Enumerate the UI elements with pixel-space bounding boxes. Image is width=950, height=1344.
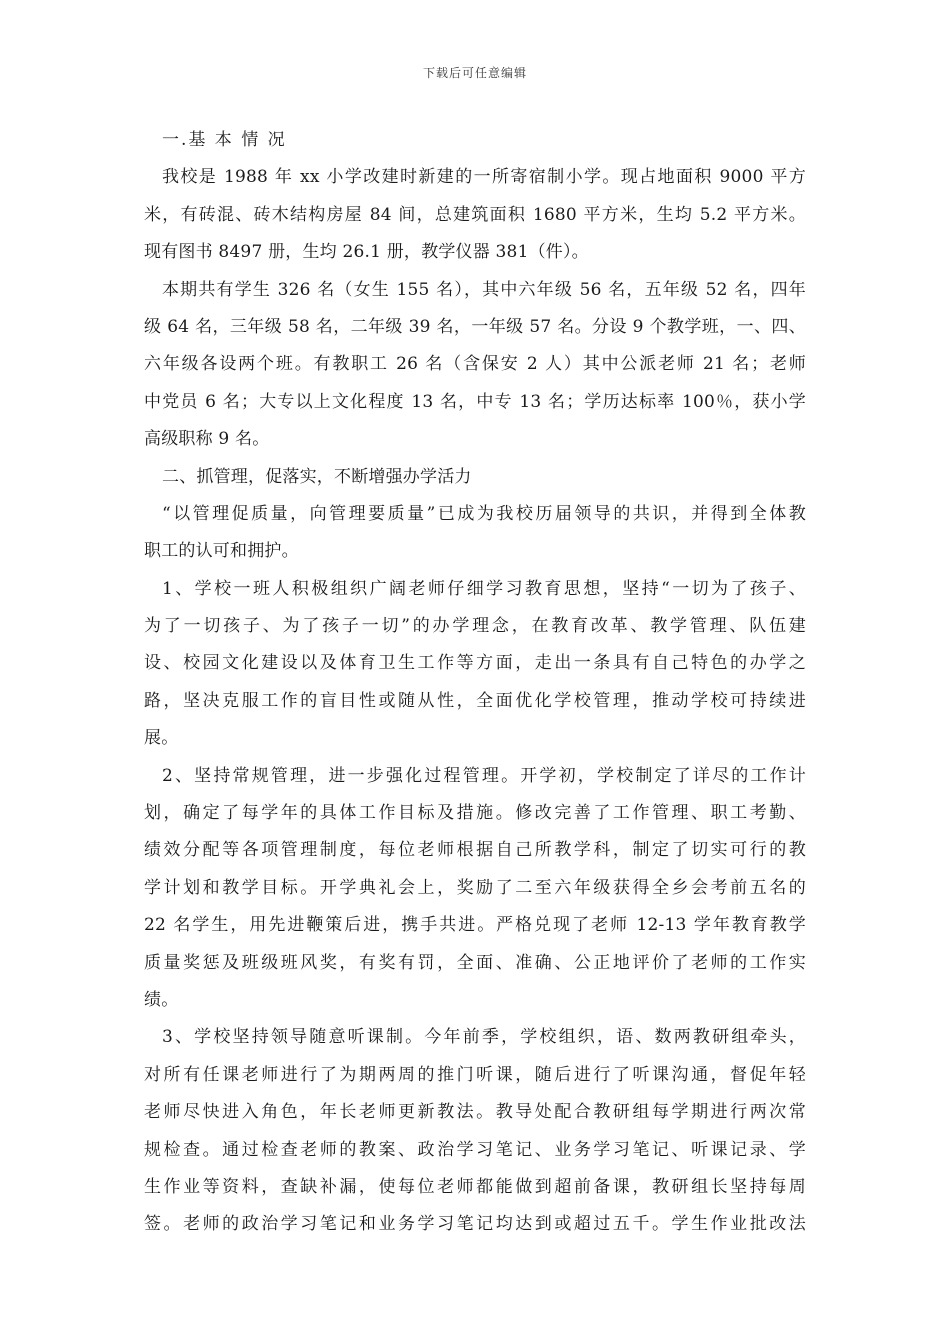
text-line: 老师尽快进入角色，年长老师更新教法。教导处配合教研组每学期进行两次常 — [144, 1102, 806, 1123]
text-line: 3、学校坚持领导随意听课制。今年前季，学校组织，语、数两教研组牵头， — [162, 1027, 806, 1048]
text-line: 二、抓管理，促落实，不断增强办学活力 — [162, 466, 472, 487]
text-line: 生作业等资料，查缺补漏，使每位老师都能做到超前备课，教研组长坚持每周 — [144, 1176, 806, 1197]
text-line: 学计划和教学目标。开学典礼会上，奖励了二至六年级获得全乡会考前五名的 — [144, 877, 806, 898]
text-line: 职工的认可和拥护。 — [144, 541, 299, 562]
text-line: 米，有砖混、砖木结构房屋 84 间，总建筑面积 1680 平方米，生均 5.2 平方米。 — [144, 204, 806, 225]
text-line: 六年级各设两个班。有教职工 26 名（含保安 2 人）其中公派老师 21 名；老师 — [144, 354, 806, 375]
text-line: 为了一切孩子、为了孩子一切”的办学理念，在教育改革、教学管理、队伍建 — [144, 616, 806, 637]
text-line: 路，坚决克服工作的盲目性或随从性，全面优化学校管理，推动学校可持续进 — [144, 690, 806, 711]
text-line: 签。老师的政治学习笔记和业务学习笔记均达到或超过五千。学生作业批改法 — [144, 1214, 806, 1235]
document-body — [144, 122, 806, 1244]
text-line: 设、校园文化建设以及体育卫生工作等方面，走出一条具有自己特色的办学之 — [144, 653, 806, 674]
text-line: 高级职称 9 名。 — [144, 429, 270, 450]
text-line: 我校是 1988 年 xx 小学改建时新建的一所寄宿制小学。现占地面积 9000 平方 — [162, 167, 806, 188]
text-line: 一.基 本 情 况 — [162, 130, 287, 150]
page-header: 下载后可任意编辑 — [422, 66, 527, 80]
text-line: 划，确定了每学年的具体工作目标及措施。修改完善了工作管理、职工考勤、 — [144, 803, 806, 824]
text-line: 绩。 — [144, 989, 179, 1010]
text-line: 展。 — [144, 728, 179, 749]
text-line: 2、坚持常规管理，进一步强化过程管理。开学初，学校制定了详尽的工作计 — [162, 765, 806, 786]
text-line: 绩效分配等各项管理制度，每位老师根据自己所教学科，制定了切实可行的教 — [144, 840, 806, 861]
text-line: 现有图书 8497 册，生均 26.1 册，教学仪器 381（件）。 — [144, 242, 589, 263]
text-line: 22 名学生，用先进鞭策后进，携手共进。严格兑现了老师 12-13 学年教育教学 — [144, 915, 806, 936]
text-line: 本期共有学生 326 名（女生 155 名），其中六年级 56 名，五年级 52 名，四年 — [162, 279, 806, 300]
text-line: 规检查。通过检查老师的教案、政治学习笔记、业务学习笔记、听课记录、学 — [144, 1139, 806, 1160]
text-line: 质量奖惩及班级班风奖，有奖有罚，全面、准确、公正地评价了老师的工作实 — [144, 952, 806, 973]
text-line: 中党员 6 名；大专以上文化程度 13 名，中专 13 名；学历达标率 100％，获小学 — [144, 391, 806, 412]
text-line: “以管理促质量，向管理要质量”已成为我校历届领导的共识，并得到全体教 — [162, 503, 806, 524]
text-line: 1、学校一班人积极组织广阔老师仔细学习教育思想，坚持“一切为了孩子、 — [162, 578, 806, 599]
text-line: 级 64 名，三年级 58 名，二年级 39 名，一年级 57 名。分设 9 个教学班，一、四、 — [144, 316, 806, 337]
text-line: 对所有任课老师进行了为期两周的推门听课，随后进行了听课沟通，督促年轻 — [144, 1064, 806, 1085]
